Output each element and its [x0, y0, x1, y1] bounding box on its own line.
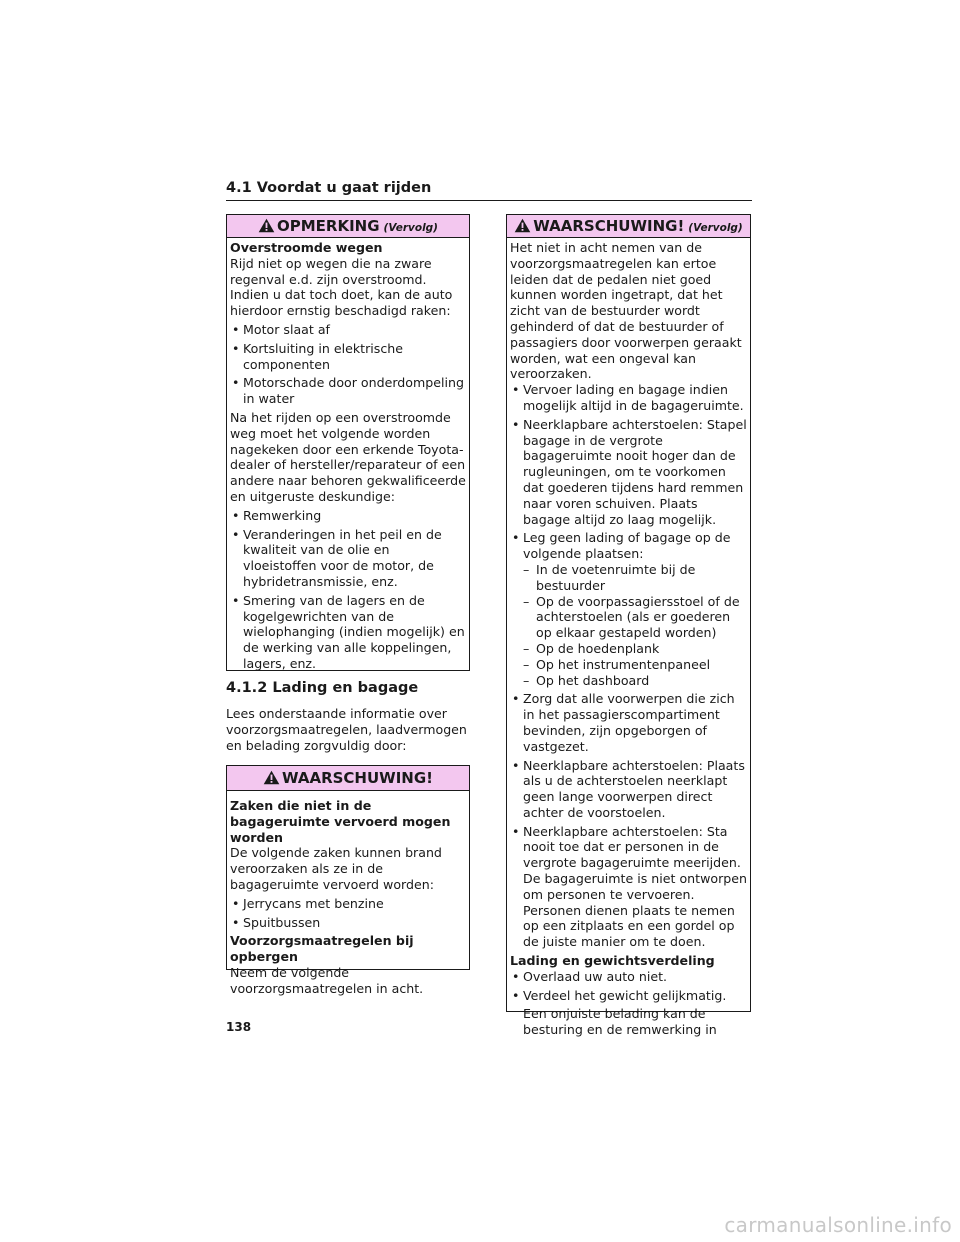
- warning-list: [510, 969, 747, 1038]
- list-item: [510, 530, 747, 688]
- list-item: • Kortsluiting in elektrische componenten: [230, 341, 466, 373]
- note-list: [230, 322, 466, 407]
- warning-box-continued-label: (Vervolg): [688, 222, 743, 234]
- dash-item: – Op het instrumentenpaneel: [523, 657, 747, 673]
- warning-box-title: WAARSCHUWING!: [533, 217, 685, 235]
- list-item: • Neerklapbare achterstoelen: Plaats als u de achterstoelen neerklapt geen lange voorwerpen direct achter de voorstoelen.: [510, 758, 747, 821]
- list-item: • Vervoer lading en bagage indien mogelijk altijd in de bagageruimte.: [510, 382, 747, 414]
- warning-box-title: WAARSCHUWING!: [281, 769, 434, 787]
- note-list: [230, 508, 466, 672]
- section-header: 4.1 Voordat u gaat rijden: [226, 179, 752, 201]
- note-paragraph: Rijd niet op wegen die na zware regenval e.d. zijn overstroomd. Indien u dat toch doet, kan de auto hierdoor ernstig beschadigd raken:: [230, 255, 453, 319]
- dash-item: – Op de hoedenplank: [523, 641, 747, 657]
- warning-triangle-icon: [514, 218, 531, 233]
- warning-box-continued: [506, 214, 751, 1038]
- dash-item: – In de voetenruimte bij de bestuurder: [523, 562, 747, 594]
- list-item: [510, 988, 747, 1038]
- list-item: • Zorg dat alle voorwerpen die zich in het passagierscompartiment bevinden, zijn opgeborgen of vastgezet.: [510, 691, 747, 754]
- warning-subheading: Voorzorgsmaatregelen bij opbergen: [230, 933, 414, 965]
- warning-triangle-icon: [263, 770, 280, 785]
- warning-list: [510, 382, 747, 950]
- subsection-title: 4.1.2 Lading en bagage: [226, 680, 419, 696]
- warning-paragraph: De volgende zaken kunnen brand veroorzaken als ze in de bagageruimte vervoerd worden:: [230, 845, 442, 892]
- warning-subheading: Zaken die niet in de bagageruimte vervoerd mogen worden: [230, 798, 451, 845]
- intro-text: Lees onderstaande informatie over voorzorgsmaatregelen, laadvermogen en belading zorgvuldig door:: [226, 706, 467, 753]
- warning-list: [230, 896, 466, 931]
- list-item: • Motor slaat af: [230, 322, 466, 338]
- list-item-text: • Leg geen lading of bagage op de volgende plaatsen:: [523, 530, 731, 562]
- note-box: [226, 214, 470, 671]
- list-item: • Neerklapbare achterstoelen: Sta nooit toe dat er personen in de vergrote bagageruimte meerijden. De bagageruimte is niet ontworpen om personen te vervoeren. Personen dienen plaats te nemen op een zitplaats en een gordel op de juiste manier om te doen.: [510, 824, 747, 950]
- warning-paragraph: Het niet in acht nemen van de voorzorgsmaatregelen kan ertoe leiden dat de pedalen niet goed kunnen worden ingetrapt, dat het zicht van de bestuurder wordt gehinderd of dat de bestuurder of passagiers door voorwerpen geraakt worden, wat een ongeval kan veroorzaken.: [510, 240, 742, 382]
- dash-item: – Op het dashboard: [523, 673, 747, 689]
- warning-triangle-icon: [258, 218, 275, 233]
- list-item: • Motorschade door onderdompeling in water: [230, 375, 466, 407]
- note-box-title: OPMERKING: [277, 217, 380, 235]
- dash-list: [523, 562, 747, 688]
- warning-box-title-bar: [507, 215, 750, 238]
- note-box-continued: (Vervolg): [383, 222, 438, 234]
- list-item: • Remwerking: [230, 508, 466, 524]
- watermark: carmanualsonline.info: [724, 1213, 952, 1238]
- warning-box: [226, 765, 470, 996]
- list-item: • Smering van de lagers en de kogelgewrichten van de wielophanging (indien mogelijk) en de werking van alle koppelingen, lagers, enz.: [230, 593, 466, 672]
- note-paragraph: Na het rijden op een overstroomde weg moet het volgende worden nagekeken door een erkende Toyota-dealer of hersteller/reparateur of een andere naar behoren gekwalificeerde en uitgeruste deskundige:: [230, 409, 466, 504]
- list-item: • Jerrycans met benzine: [230, 896, 466, 912]
- list-item-subparagraph: Een onjuiste belading kan de besturing en de remwerking in: [523, 1006, 717, 1038]
- note-box-title-bar: [227, 215, 469, 238]
- list-item: • Spuitbussen: [230, 915, 466, 931]
- dash-item: – Op de voorpassagiersstoel of de achterstoelen (als er goederen op elkaar gestapeld worden): [523, 594, 747, 641]
- note-subheading: Overstroomde wegen: [230, 240, 383, 255]
- list-item: • Veranderingen in het peil en de kwaliteit van de olie en vloeistoffen voor de motor, de hybridetransmissie, enz.: [230, 527, 466, 590]
- page-number: 138: [226, 1020, 252, 1034]
- warning-subheading: Lading en gewichtsverdeling: [510, 953, 715, 969]
- list-item: • Neerklapbare achterstoelen: Stapel bagage in de vergrote bagageruimte nooit hoger dan de rugleuningen, om te voorkomen dat goederen tijdens hard remmen naar voren schuiven. Plaats bagage altijd zo laag mogelijk.: [510, 417, 747, 528]
- list-item-text: • Verdeel het gewicht gelijkmatig.: [523, 987, 727, 1003]
- warning-box-title-bar: [227, 766, 469, 791]
- warning-paragraph: Neem de volgende voorzorgsmaatregelen in acht.: [230, 964, 424, 996]
- list-item: • Overlaad uw auto niet.: [510, 969, 747, 985]
